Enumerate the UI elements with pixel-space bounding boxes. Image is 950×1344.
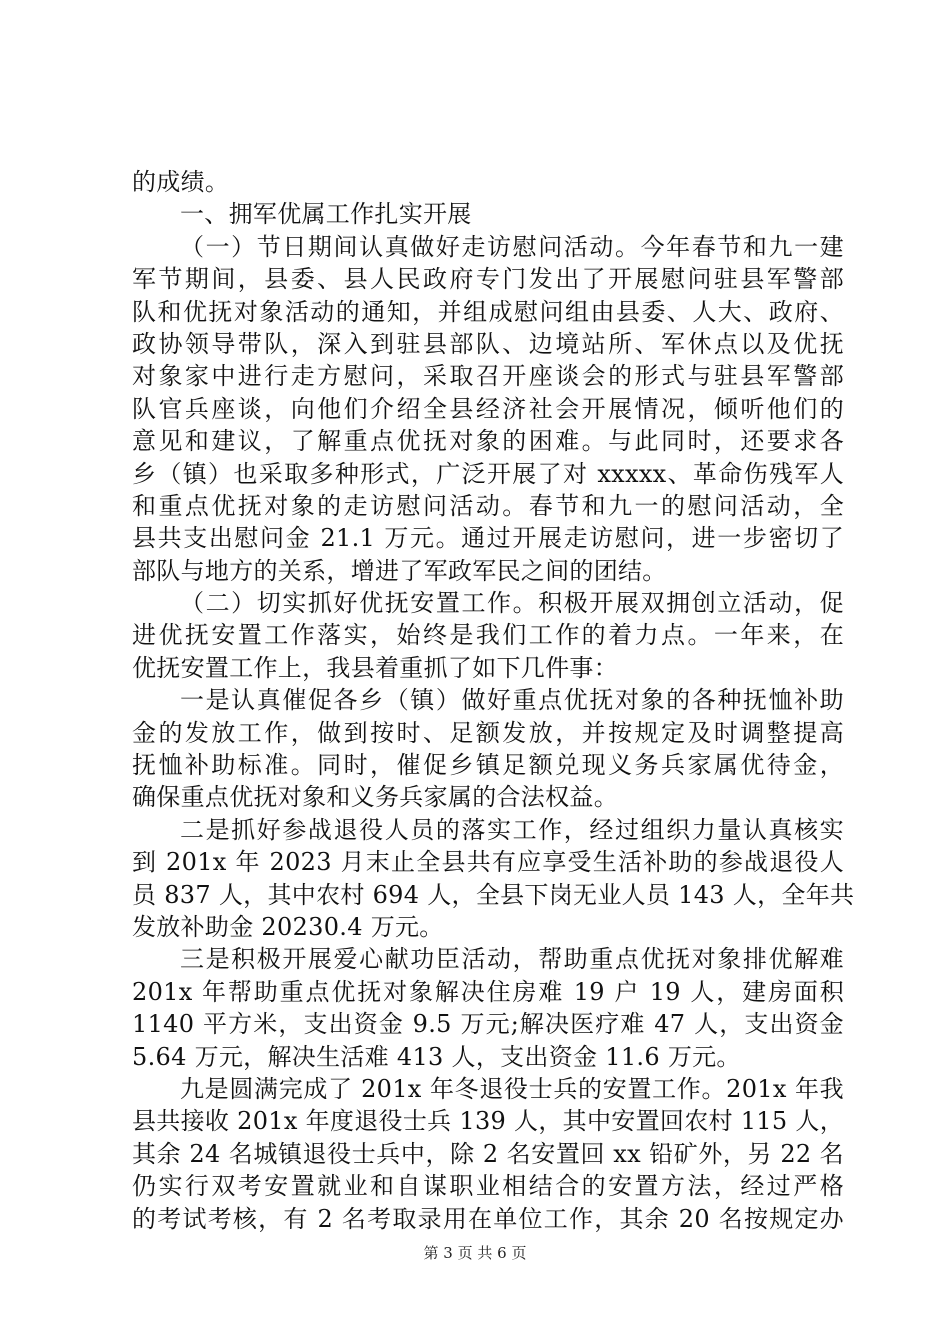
text-line: 二是抓好参战退役人员的落实工作，经过组织力量认真核实: [180, 815, 844, 844]
text-line: 的成绩。: [132, 168, 230, 196]
text-line: 一是认真催促各乡（镇）做好重点优抚对象的各种抚恤补助: [180, 686, 844, 715]
document-body: [132, 166, 855, 1235]
text-line: 部队与地方的关系，增进了军政军民之间的团结。: [132, 556, 667, 585]
text-line: 队和优抚对象活动的通知，并组成慰问组由县委、人大、政府、: [132, 297, 844, 326]
text-line: 队官兵座谈，向他们介绍全县经济社会开展情况，倾听他们的: [132, 394, 844, 423]
text-line: 县共支出慰问金 21.1 万元。通过开展走访慰问，进一步密切了: [132, 524, 844, 553]
text-line: 县共接收 201x 年度退役士兵 139 人，其中安置回农村 115 人，: [132, 1107, 844, 1136]
text-line: 优抚安置工作上，我县着重抓了如下几件事：: [132, 653, 618, 682]
text-line: 意见和建议，了解重点优抚对象的困难。与此同时，还要求各: [132, 427, 844, 456]
text-line: 确保重点优抚对象和义务兵家属的合法权益。: [132, 783, 618, 812]
text-line: 员 837 人，其中农村 694 人，全县下岗无业人员 143 人，全年共: [132, 880, 855, 909]
text-line: 军节期间，县委、县人民政府专门发出了开展慰问驻县军警部: [132, 265, 844, 294]
text-line: 201x 年帮助重点优抚对象解决住房难 19 户 19 人，建房面积: [132, 977, 844, 1006]
text-line: （二）切实抓好优抚安置工作。积极开展双拥创立活动，促: [180, 589, 844, 618]
text-line: 其余 24 名城镇退役士兵中，除 2 名安置回 xx 铅矿外，另 22 名: [132, 1139, 844, 1168]
text-line: 仍实行双考安置就业和自谋职业相结合的安置方法，经过严格: [132, 1172, 844, 1201]
text-line: 1140 平方米，支出资金 9.5 万元;解决医疗难 47 人，支出资金: [132, 1010, 844, 1039]
page-number-footer: 第 3 页 共 6 页: [423, 1244, 527, 1262]
text-line: 到 201x 年 2023 月末止全县共有应享受生活补助的参战退役人: [132, 848, 844, 877]
text-line: 发放补助金 20230.4 万元。: [132, 912, 444, 941]
text-line: 的考试考核，有 2 名考取录用在单位工作，其余 20 名按规定办: [132, 1204, 844, 1233]
text-line: 5.64 万元，解决生活难 413 人，支出资金 11.6 万元。: [132, 1042, 741, 1071]
text-line: 和重点优抚对象的走访慰问活动。春节和九一的慰问活动，全: [132, 491, 844, 520]
section-heading: 一、拥军优属工作扎实开展: [180, 200, 472, 229]
text-line: 抚恤补助标准。同时，催促乡镇足额兑现义务兵家属优待金，: [132, 751, 844, 780]
text-line: 对象家中进行走方慰问，采取召开座谈会的形式与驻县军警部: [132, 362, 844, 391]
text-line: （一）节日期间认真做好走访慰问活动。今年春节和九一建: [180, 232, 844, 261]
text-line: 三是积极开展爱心献功臣活动，帮助重点优抚对象排优解难: [180, 945, 844, 974]
text-line: 乡（镇）也采取多种形式，广泛开展了对 xxxxx、革命伤残军人: [132, 459, 844, 488]
text-line: 政协领导带队，深入到驻县部队、边境站所、军休点以及优抚: [132, 329, 844, 358]
text-line: 进优抚安置工作落实，始终是我们工作的着力点。一年来，在: [132, 621, 844, 650]
text-line: 金的发放工作，做到按时、足额发放，并按规定及时调整提高: [132, 718, 844, 747]
text-line: 九是圆满完成了 201x 年冬退役士兵的安置工作。201x 年我: [180, 1074, 844, 1103]
